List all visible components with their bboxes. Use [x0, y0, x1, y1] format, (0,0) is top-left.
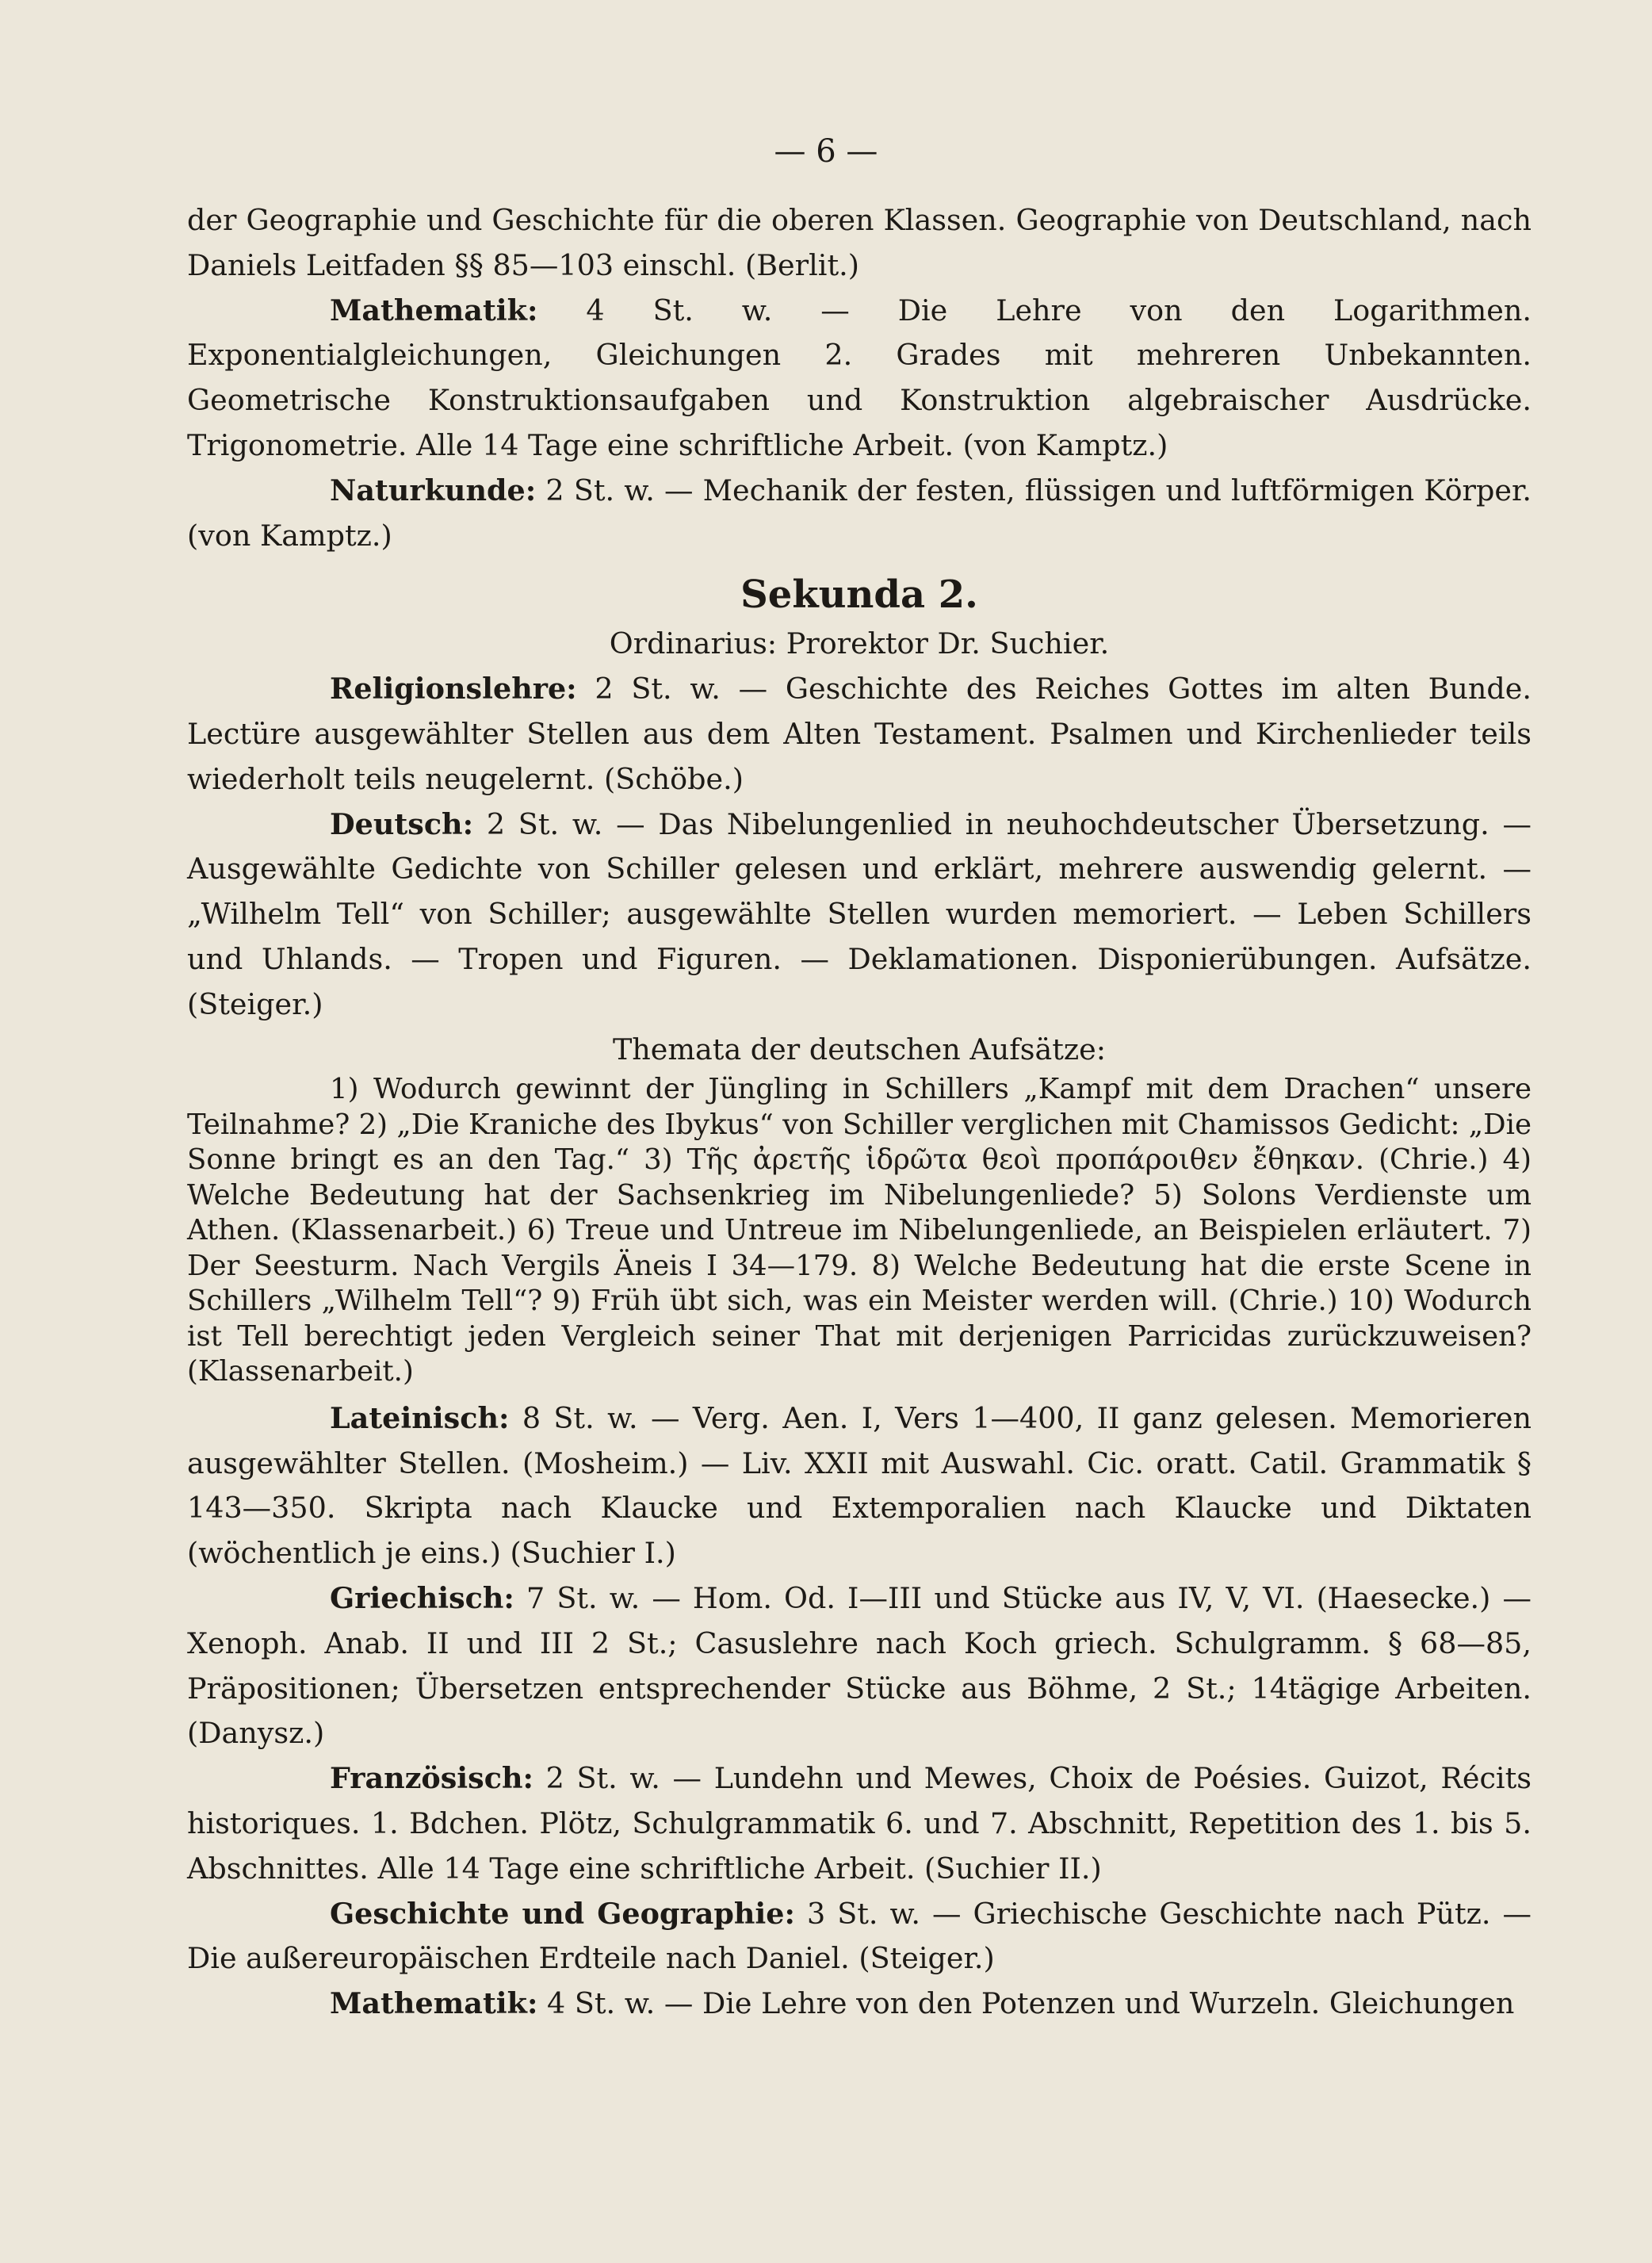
subject-text: 2 St. w. — Das Nibelungenlied in neuhochdeutscher Übersetzung. — Ausgewählte Gedichte von Schiller gelesen und erklärt, mehrere auswendig gelernt. — „Wilhelm Tell“ von Schiller; ausgewählte Stellen wurden memoriert. — Leben Schillers und Uhlands. — Tropen und Figuren. — Deklamationen. Disponierübungen. Aufsätze. (Steiger.) [187, 806, 1532, 1021]
upper-naturkunde-paragraph [187, 469, 1532, 559]
subject-heading: Lateinisch: [330, 1400, 510, 1435]
subject-heading: Religionslehre: [330, 672, 577, 706]
deutsch-paragraph [187, 802, 1532, 1028]
subject-text: 8 St. w. — Verg. Aen. I, Vers 1—400, II ganz gelesen. Memorieren ausgewählter Stellen. (Mosheim.) — Liv. XXII mit Auswahl. Cic. oratt. Catil. Grammatik § 143—350. Skripta nach Klaucke und Extemporalien nach Klaucke und Diktaten (wöchentlich je eins.) (Suchier I.) [187, 1400, 1532, 1571]
section-title: Sekunda 2. [740, 572, 978, 618]
subject-heading: Deutsch: [330, 806, 474, 841]
subject-text: 2 St. w. — Lundehn und Mewes, Choix de Poésies. Guizot, Récits historiques. 1. Bdchen. Plötz, Schulgrammatik 6. und 7. Abschnitt, Repetition des 1. bis 5. Abschnittes. Alle 14 Tage eine schriftliche Arbeit. (Suchier II.) [187, 1761, 1532, 1886]
latein-paragraph [187, 1396, 1532, 1576]
subject-text: 7 St. w. — Hom. Od. I—III und Stücke aus IV, V, VI. (Haesecke.) — Xenoph. Anab. II und III 2 St.; Casuslehre nach Koch griech. Schulgramm. § 68—85, Präpositionen; Übersetzen entsprechender Stücke aus Böhme, 2 St.; 14tägige Arbeiten. (Danysz.) [187, 1581, 1532, 1751]
subject-text: 2 St. w. — Geschichte des Reiches Gottes im alten Bunde. Lectüre ausgewählter Stellen aus dem Alten Testament. Psalmen und Kirchenlieder teils wiederholt teils neugelernt. (Schöbe.) [187, 672, 1532, 796]
subject-text: 4 St. w. — Die Lehre von den Logarithmen. Exponentialgleichungen, Gleichungen 2. Grades mit mehreren Unbekannten. Geometrische Konstruktionsaufgaben und Konstruktion algebraischer Ausdrücke. Trigonometrie. Alle 14 Tage eine schriftliche Arbeit. (von Kamptz.) [187, 293, 1532, 462]
subject-heading: Mathematik: [330, 293, 538, 327]
subject-heading: Mathematik: [330, 1986, 538, 2021]
upper-mathematik-paragraph [187, 289, 1532, 469]
ordinarius-line: Ordinarius: Prorektor Dr. Suchier. [609, 626, 1110, 661]
themata-block [187, 1072, 1532, 1390]
themata-heading: Themata der deutschen Aufsätze: [612, 1032, 1107, 1066]
franzoesisch-paragraph [187, 1756, 1532, 1891]
page-number: — 6 — [774, 133, 878, 170]
intro-paragraph: der Geographie und Geschichte für die oberen Klassen. Geographie von Deutschland, nach Daniels Leitfaden §§ 85—103 einschl. (Berlit.) [187, 203, 1532, 282]
mathematik-paragraph [187, 1982, 1532, 2027]
subject-heading: Französisch: [330, 1761, 533, 1796]
religion-paragraph [187, 667, 1532, 802]
subject-text: 2 St. w. — Mechanik der festen, flüssigen und luftförmigen Körper. (von Kamptz.) [187, 473, 1532, 553]
subject-text: 3 St. w. — Griechische Geschichte nach Pütz. — Die außereuropäischen Erdteile nach Daniel. (Steiger.) [187, 1896, 1532, 1976]
geschichte-paragraph [187, 1892, 1532, 1982]
text-body [187, 198, 1532, 2027]
subject-heading: Naturkunde: [330, 473, 537, 507]
subject-heading: Griechisch: [330, 1581, 514, 1616]
subject-heading: Geschichte und Geographie: [330, 1896, 795, 1931]
subject-text: 4 St. w. — Die Lehre von den Potenzen und Wurzeln. Gleichungen [537, 1986, 1515, 2021]
griechisch-paragraph [187, 1576, 1532, 1756]
themata-list: 1) Wodurch gewinnt der Jüngling in Schillers „Kampf mit dem Drachen“ unsere Teilnahme? 2) „Die Kraniche des Ibykus“ von Schiller verglichen mit Chamissos Gedicht: „Die Sonne bringt es an den Tag.“ 3) Τῆς ἀρετῆς ἱδρῶτα θεοὶ προπάροιθεν ἔθηκαν. (Chrie.) 4) Welche Bedeutung hat der Sachsenkrieg im Nibelungenliede? 5) Solons Verdienste um Athen. (Klassenarbeit.) 6) Treue und Untreue im Nibelungenliede, an Beispielen erläutert. 7) Der Seesturm. Nach Vergils Äneis I 34—179. 8) Welche Bedeutung hat die erste Scene in Schillers „Wilhelm Tell“? 9) Früh übt sich, was ein Meister werden will. (Chrie.) 10) Wodurch ist Tell berechtigt jeden Vergleich seiner That mit derjenigen Parricidas zurückzuweisen? (Klassenarbeit.) [187, 1073, 1532, 1388]
